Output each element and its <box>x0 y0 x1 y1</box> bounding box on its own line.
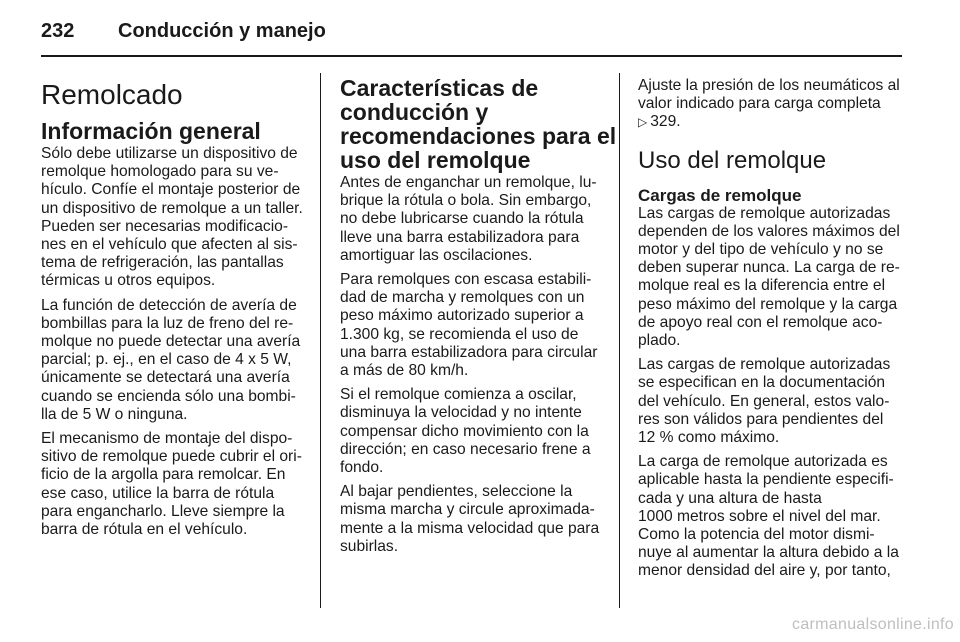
heading-line: uso del remolque <box>340 147 531 173</box>
text-line: cuando se encienda sólo una bombi- <box>41 387 296 405</box>
text-line: únicamente se detectará una avería <box>41 369 290 387</box>
text-line: Ajuste la presión de los neumáticos al <box>638 77 900 94</box>
triangle-right-icon: ▷ <box>638 115 648 130</box>
text-line: Antes de enganchar un remolque, lu- <box>340 174 597 191</box>
text-line: remolque homologado para su ve- <box>41 163 279 181</box>
text-line: de apoyo real con el remolque aco- <box>638 313 883 331</box>
section-title-uso-del-remolque: Uso del remolque <box>638 146 827 174</box>
paragraph <box>340 271 602 380</box>
text-line: bombillas para la luz de freno del re- <box>41 314 294 332</box>
text-line: ficio de la argolla para remolcar. En <box>41 466 286 484</box>
text-line: para engancharlo. Lleve siempre la <box>41 502 285 520</box>
text-line: dirección; en caso necesario frene a <box>340 440 591 458</box>
text-line: nuye al aumentar la altura debido a la <box>638 544 899 562</box>
text-line: molque no puede detectar una avería <box>41 333 301 351</box>
paragraph <box>340 174 602 265</box>
heading-line: recomendaciones para el <box>340 123 617 149</box>
column-divider-2 <box>619 73 620 608</box>
section-title-remolcado: Remolcado <box>41 79 183 110</box>
paragraph <box>340 386 602 477</box>
column-divider-1 <box>320 73 321 608</box>
text-line: no debe lubricarse cuando la rótula <box>340 210 584 228</box>
column-2 <box>340 66 617 562</box>
text-line: fondo. <box>340 459 384 477</box>
text-line: parcial; p. ej., en el caso de 4 x 5 W, <box>41 351 292 369</box>
text-line: 1000 metros sobre el nivel del mar. <box>638 507 881 525</box>
text-line: brique la rótula o bola. Sin embargo, <box>340 192 592 210</box>
text-line: cada y una altura de hasta <box>638 489 822 507</box>
text-line: amortiguar las oscilaciones. <box>340 246 533 264</box>
text-line: molque real es la diferencia entre el <box>638 277 886 295</box>
paragraph <box>41 145 303 291</box>
text-line: ese caso, utilice la barra de rótula <box>41 484 275 502</box>
text-line: sitivo de remolque puede cubrir el ori- <box>41 448 302 466</box>
text-line: dad de marcha y remolques con un <box>340 289 585 307</box>
text-line: del vehículo. En general, estos valo- <box>638 392 890 410</box>
text-line: res son válidos para pendientes del <box>638 410 884 428</box>
paragraph <box>41 430 303 539</box>
text-line: mente a la misma velocidad que para <box>340 519 600 537</box>
text-line: menor densidad del aire y, por tanto, <box>638 562 891 580</box>
text-line: disminuya la velocidad y no intente <box>340 404 582 422</box>
subtitle-cargas-de-remolque: Cargas de remolque <box>638 185 802 205</box>
paragraph <box>638 356 902 447</box>
text-line: una barra estabilizadora para circular <box>340 343 598 361</box>
reference-page-number: 329. <box>650 113 681 131</box>
paragraph <box>638 77 902 132</box>
text-line: hículo. Confíe el montaje posterior de <box>41 181 301 199</box>
text-line: plado. <box>638 332 681 350</box>
page-number: 232 <box>41 20 75 42</box>
text-line: Sólo debe utilizarse un dispositivo de <box>41 145 298 162</box>
text-line: subirlas. <box>340 537 399 555</box>
watermark: carmanualsonline.info <box>792 616 954 633</box>
text-line: 12 % como máximo. <box>638 429 780 447</box>
text-line: Pueden ser necesarias modificacio- <box>41 217 289 235</box>
text-line: peso máximo del remolque y la carga <box>638 295 898 313</box>
text-line: un dispositivo de remolque a un taller. <box>41 199 303 217</box>
text-line: Si el remolque comienza a oscilar, <box>340 386 577 404</box>
text-line: 1.300 kg, se recomienda el uso de <box>340 325 579 343</box>
text-line: misma marcha y circule aproximada- <box>340 501 595 519</box>
header-rule <box>41 55 902 57</box>
text-line: motor y del tipo de vehículo y no se <box>638 241 884 259</box>
text-line: barra de rótula en el vehículo. <box>41 521 248 539</box>
page-reference[interactable] <box>638 113 902 131</box>
text-line: térmicas u otros equipos. <box>41 272 216 290</box>
text-line: aplicable hasta la pendiente especifi- <box>638 471 894 489</box>
paragraph <box>41 297 303 424</box>
column-1 <box>41 66 303 545</box>
text-line: nes en el vehículo que afecten al sis- <box>41 236 298 254</box>
text-line: La carga de remolque autorizada es <box>638 453 888 471</box>
text-line: compensar dicho movimiento con la <box>340 422 589 440</box>
paragraph <box>638 453 902 580</box>
text-line: a más de 80 km/h. <box>340 362 469 380</box>
heading-line: conducción y <box>340 99 489 125</box>
column-3 <box>638 66 902 587</box>
text-line: Las cargas de remolque autorizadas <box>638 356 891 374</box>
text-line: lleve una barra estabilizadora para <box>340 228 580 246</box>
text-line: lla de 5 W o ninguna. <box>41 405 188 423</box>
text-line: tema de refrigeración, las pantallas <box>41 254 284 272</box>
text-line: deben superar nunca. La carga de re- <box>638 259 900 277</box>
text-line: Las cargas de remolque autorizadas <box>638 204 891 222</box>
text-line: Como la potencia del motor dismi- <box>638 526 875 544</box>
text-line: se especifican en la documentación <box>638 374 886 392</box>
page-header <box>41 10 901 50</box>
heading-line: Características de <box>340 75 539 101</box>
text-line: peso máximo autorizado superior a <box>340 307 584 325</box>
running-title: Conducción y manejo <box>118 20 326 42</box>
text-line: Para remolques con escasa estabili- <box>340 271 592 289</box>
text-line: Al bajar pendientes, seleccione la <box>340 483 573 501</box>
text-line: valor indicado para carga completa <box>638 95 881 113</box>
paragraph <box>638 205 902 351</box>
subtitle-informacion-general: Información general <box>41 118 261 144</box>
paragraph <box>340 483 602 556</box>
text-line: La función de detección de avería de <box>41 296 297 314</box>
text-line: El mecanismo de montaje del dispo- <box>41 430 293 448</box>
text-line: dependen de los valores máximos del <box>638 222 900 240</box>
